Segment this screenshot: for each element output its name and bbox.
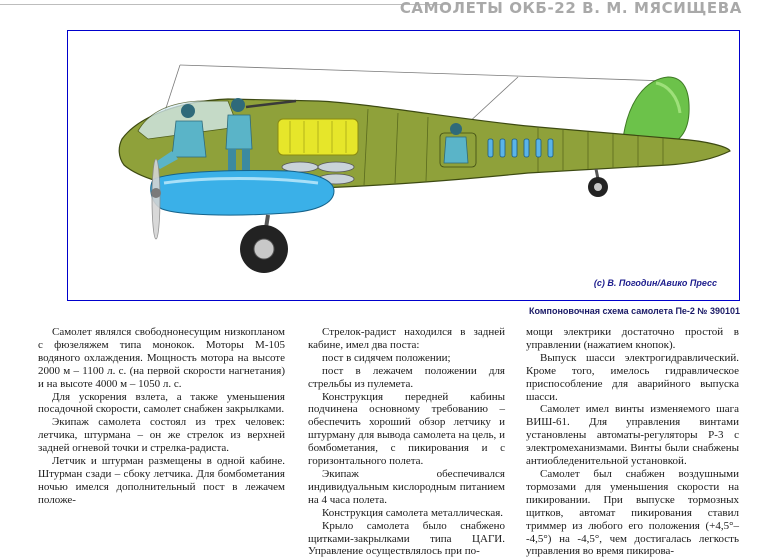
figure-caption: Компоновочная схема самолета Пе-2 № 390101 (529, 306, 740, 316)
text-column-1 (38, 326, 285, 507)
paragraph: Конструкция передней кабины подчинена основному требованию – обеспечить хороший обзор летчику и штурману для вывода самолета на цель, и бомбометания, с пикирования и с горизонтального полета. (308, 390, 505, 468)
paragraph: Стрелок-радист находился в задней кабине, имел два поста: (308, 326, 505, 351)
aircraft-cutaway-figure (67, 30, 740, 301)
paragraph: Экипаж самолета состоял из трех человек: летчика, штурмана – он же стрелок из верхней задней огневой точки и стрелка-радиста. (38, 416, 285, 455)
text-column-3 (526, 326, 739, 558)
paragraph: Выпуск шасси электрогидравлический. Кроме того, имелось гидравлическое приспособление для аварийного выпуска шасси. (526, 351, 739, 403)
paragraph: Летчик и штурман размещены в одной кабине. Штурман сзади – сбоку летчика. Для бомбометания ночью имелся дополнительный пост в лежачем положе- (38, 455, 285, 506)
page-header (0, 0, 780, 22)
illustration-credit: (с) В. Погодин/Авико Пресс (593, 278, 717, 288)
running-title: САМОЛЕТЫ ОКБ-22 В. М. МЯСИЩЕВА (399, 0, 742, 17)
paragraph: Самолет являлся свободнонесущим низкопланом с фюзеляжем типа монокок. Моторы М-105 водяного охлаждения. Мощность мотора на высоте 2000 м – 1100 л. с. (на первой скорости нагнетания) и на высоте 4000 м – 1050 л. с. (38, 326, 285, 390)
text-column-2 (308, 326, 505, 558)
propeller (152, 159, 160, 239)
paragraph: Экипаж обеспечивался индивидуальным кислородным питанием на 4 часа полета. (308, 467, 505, 506)
antenna-wire (180, 65, 668, 81)
paragraph: пост в лежачем положении для стрельбы из пулемета. (308, 364, 505, 390)
antenna-lead (466, 77, 518, 125)
propeller-spinner (151, 188, 161, 198)
paragraph: Самолет был снабжен воздушными тормозами для уменьшения скорости на пикировании. При выпуске тормозных щитков, автомат пикирования ставил триммер из любого его положения (+4,5°– -4,5°) на -4,5°, чем достигалась легкость управления во время пикирова- (526, 467, 739, 558)
paragraph: Конструкция самолета металлическая. (322, 506, 504, 519)
paragraph: мощи электрики достаточно простой в управлении (нажатием кнопок). (526, 326, 739, 351)
paragraph: Крыло самолета было снабжено щитками-закрылками типа ЦАГИ. Управление осуществлялось при по- (308, 519, 505, 558)
header-rule (0, 4, 448, 5)
paragraph: пост в сидячем положении; (322, 351, 451, 364)
paragraph: Для ускорения взлета, а также уменьшения посадочной скорости, самолет снабжен закрылками. (38, 390, 285, 416)
pe2-cutaway-illustration (68, 31, 739, 300)
paragraph: Самолет имел винты изменяемого шага ВИШ-61. Для управления винтами установлены автоматы-регуляторы Р-3 с электромеханизмами. Винты были снабжены антиобледенительной установкой. (526, 403, 739, 468)
